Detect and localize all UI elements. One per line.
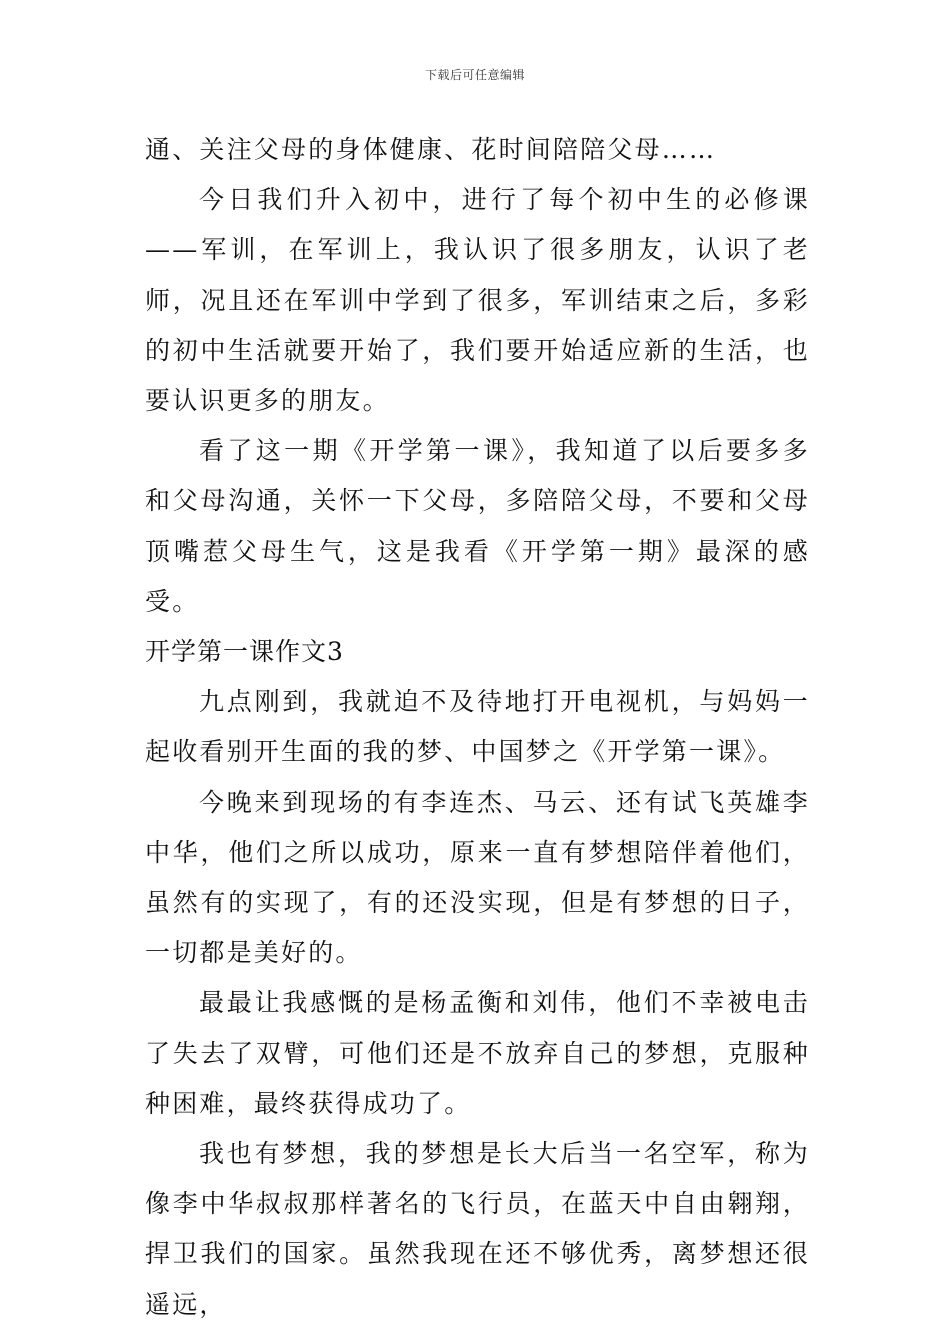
paragraph-continuation: 通、关注父母的身体健康、花时间陪陪父母…… xyxy=(145,135,717,164)
paragraph: 最最让我感慨的是杨孟衡和刘伟，他们不幸被电击了失去了双臂，可他们还是不放弃自己的梦想，克服种种困难，最终获得成功了。 xyxy=(145,988,810,1118)
paragraph: 今晚来到现场的有李连杰、马云、还有试飞英雄李中华，他们之所以成功，原来一直有梦想陪伴着他们，虽然有的实现了，有的还没实现，但是有梦想的日子，一切都是美好的。 xyxy=(145,787,810,968)
page-header-note: 下载后可任意编辑 xyxy=(424,68,525,82)
paragraph: 看了这一期《开学第一课》，我知道了以后要多多和父母沟通，关怀一下父母，多陪陪父母，不要和父母顶嘴惹父母生气，这是我看《开学第一期》最深的感受。 xyxy=(145,436,810,616)
paragraph: 我也有梦想，我的梦想是长大后当一名空军，称为像李中华叔叔那样著名的飞行员，在蓝天中自由翱翔，捍卫我们的国家。虽然我现在还不够优秀，离梦想还很遥远， xyxy=(145,1139,810,1319)
paragraph: 九点刚到，我就迫不及待地打开电视机，与妈妈一起收看别开生面的我的梦、中国梦之《开学第一课》。 xyxy=(145,687,810,767)
section-heading: 开学第一课作文3 xyxy=(145,637,344,667)
paragraph: 今日我们升入初中，进行了每个初中生的必修课——军训，在军训上，我认识了很多朋友，认识了老师，况且还在军训中学到了很多，军训结束之后，多彩的初中生活就要开始了，我们要开始适应新的生活，也要认识更多的朋友。 xyxy=(145,185,810,416)
document-body xyxy=(145,125,810,1330)
